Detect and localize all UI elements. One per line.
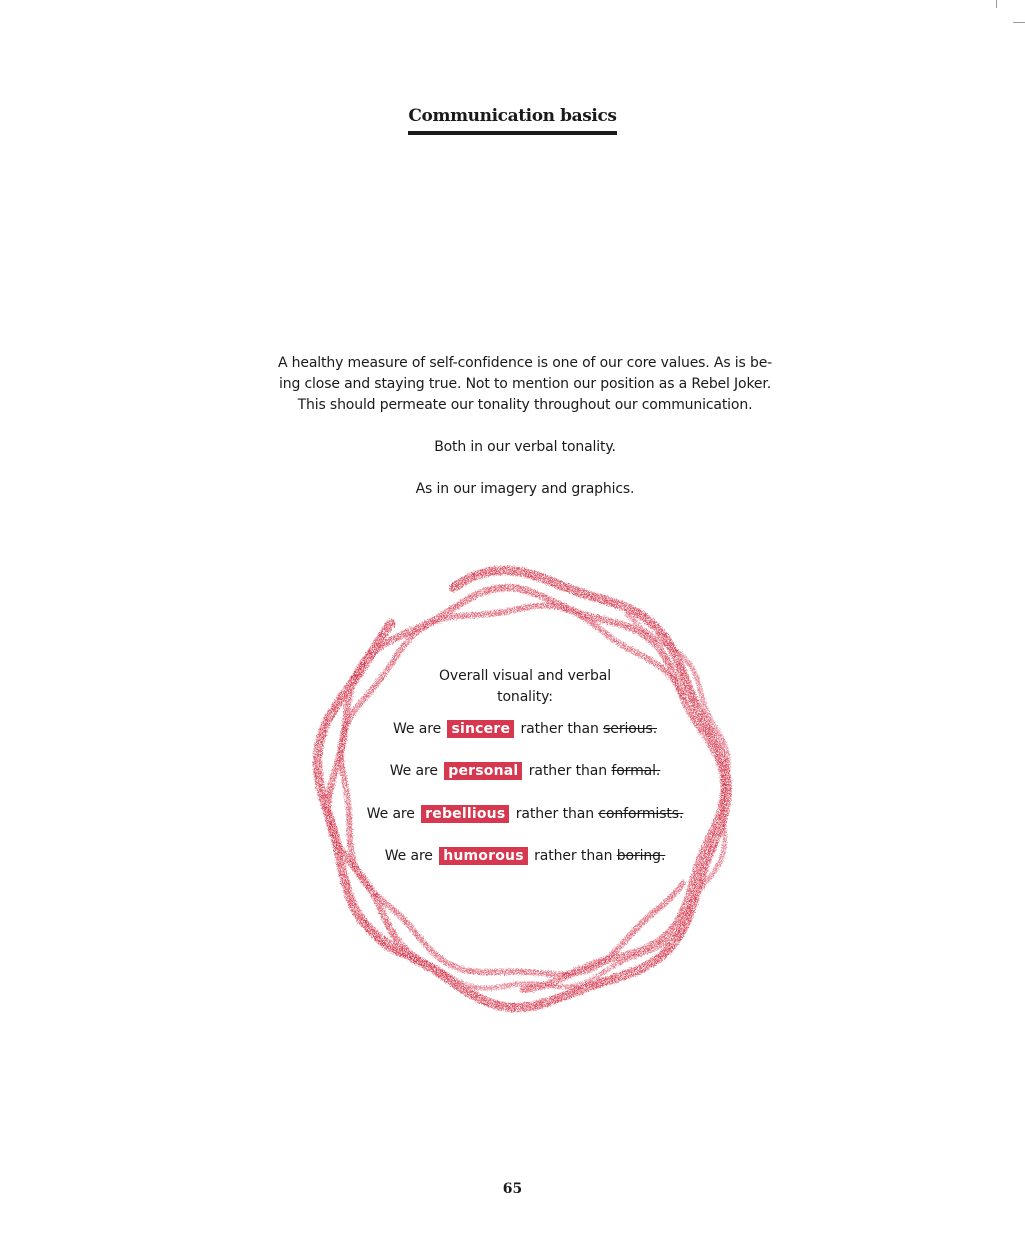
intro-text	[262, 353, 788, 500]
statement-prefix: We are	[392, 721, 442, 737]
tonality-heading	[325, 666, 725, 708]
visual-tonality-line: As in our imagery and graphics.	[415, 481, 635, 497]
tonality-heading-line: tonality:	[497, 689, 553, 705]
tonality-block	[325, 666, 725, 864]
struck-word: formal.	[611, 763, 661, 779]
highlight-badge: humorous	[439, 847, 528, 865]
tonality-statement	[325, 719, 725, 739]
statement-connector: rather than	[534, 848, 613, 864]
tonality-heading-line: Overall visual and verbal	[438, 668, 612, 684]
highlight-badge: personal	[444, 762, 522, 780]
statement-prefix: We are	[384, 848, 433, 864]
highlight-badge: rebellious	[421, 805, 509, 823]
statement-connector: rather than	[515, 806, 594, 822]
page-number: 65	[502, 1181, 523, 1197]
statement-connector: rather than	[520, 721, 599, 737]
verbal-tonality-line: Both in our verbal tonality.	[434, 439, 616, 455]
circle-stroke	[328, 588, 724, 990]
circle-stroke	[341, 606, 683, 975]
tonality-statement	[325, 804, 725, 824]
intro-line: This should permeate our tonality throughout our communication.	[297, 397, 753, 413]
circle-stroke	[317, 570, 727, 1007]
struck-word: boring.	[616, 848, 666, 864]
intro-line: ing close and staying true. Not to mention our position as a Rebel Joker.	[279, 376, 771, 392]
page-title: Communication basics	[408, 106, 616, 135]
tonality-statement	[325, 761, 725, 781]
highlight-badge: sincere	[447, 720, 514, 738]
tonality-statement	[325, 846, 725, 866]
crop-mark-vertical	[996, 0, 997, 8]
statement-connector: rather than	[528, 763, 608, 779]
statement-prefix: We are	[389, 763, 438, 779]
intro-line: A healthy measure of self-confidence is one of our core values. As is be-	[277, 355, 773, 371]
title-area	[0, 106, 1025, 135]
statement-prefix: We are	[366, 806, 415, 822]
struck-word: serious.	[603, 721, 658, 737]
crop-mark-horizontal	[1013, 22, 1025, 23]
struck-word: conformists.	[598, 806, 684, 822]
